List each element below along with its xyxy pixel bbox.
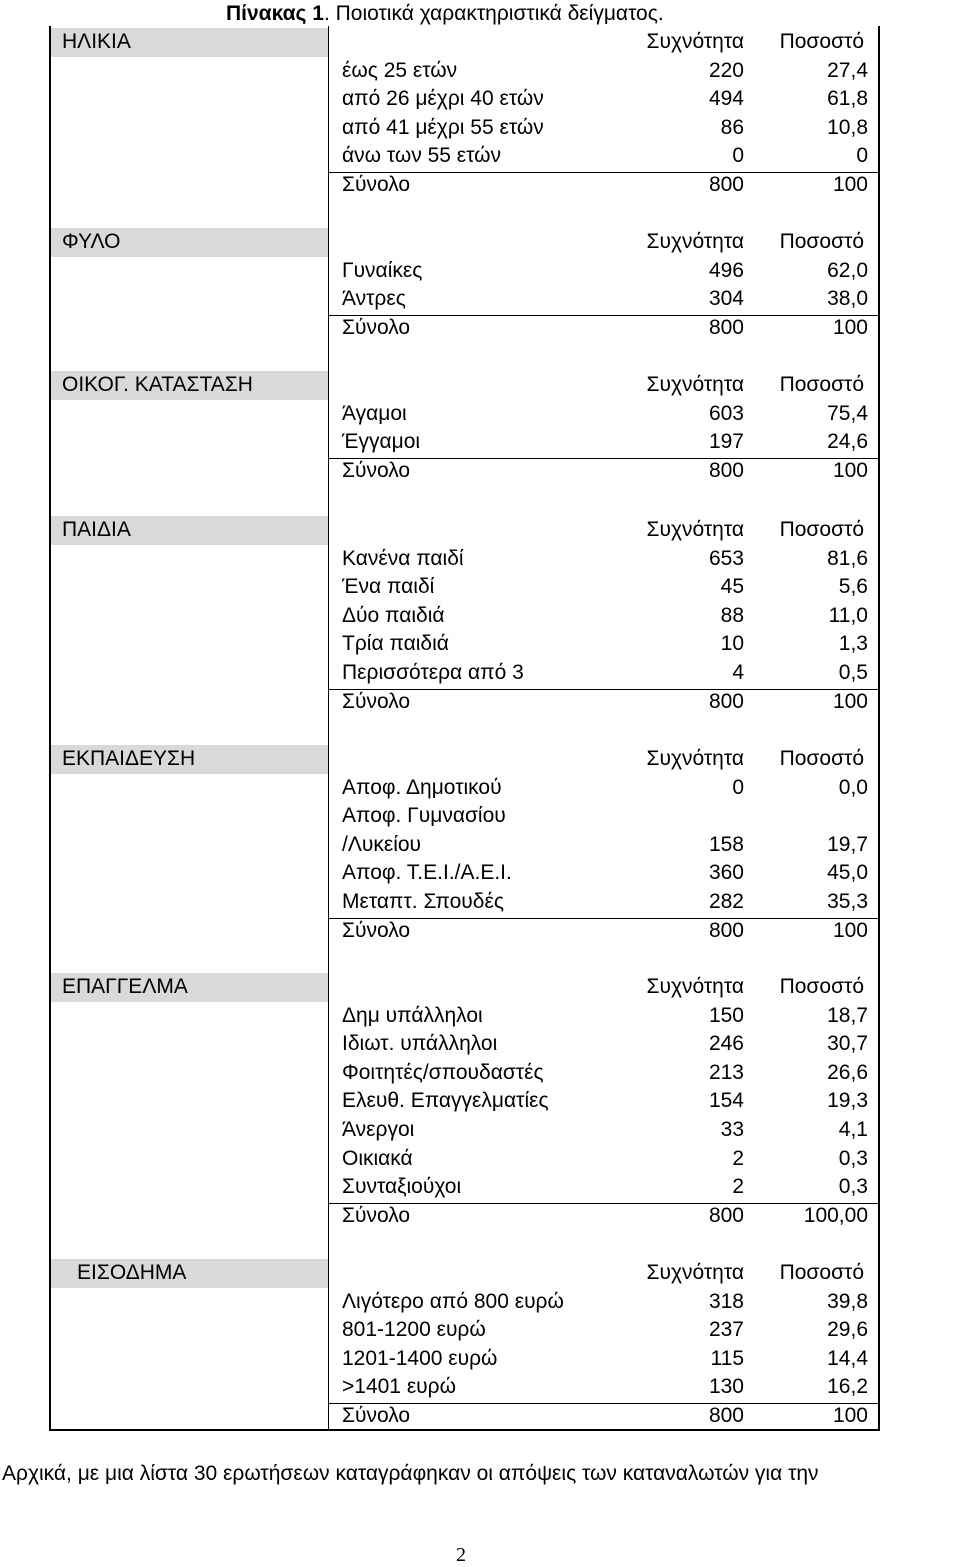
row-percentage: 62,0 (827, 258, 868, 282)
freq-column-header: Συχνότητα (646, 518, 744, 541)
pct-column-header: Ποσοστό (779, 747, 864, 770)
table-row (0, 173, 960, 201)
pct-column-header: Ποσοστό (779, 373, 864, 396)
pct-column-header: Ποσοστό (779, 30, 864, 53)
table-row (0, 1061, 960, 1089)
row-category: Περισσότερα από 3 (342, 661, 524, 684)
row-percentage: 29,6 (827, 1318, 868, 1342)
table-row (0, 402, 960, 430)
freq-column-header: Συχνότητα (646, 747, 744, 770)
row-category: από 26 μέχρι 40 ετών (342, 87, 544, 111)
row-category: Σύνολο (342, 1203, 411, 1227)
table-row (0, 661, 960, 689)
table-row (0, 890, 960, 918)
row-frequency: 2 (732, 1175, 744, 1199)
row-category: 801-1200 ευρώ (342, 1318, 486, 1342)
row-frequency: 130 (708, 1375, 744, 1399)
row-category: Κανένα παιδί (342, 546, 464, 570)
row-frequency: 86 (720, 115, 744, 139)
table-row (0, 1004, 960, 1032)
table-row (0, 116, 960, 144)
row-percentage: 14,4 (827, 1346, 868, 1370)
row-frequency: 496 (708, 258, 744, 282)
row-percentage: 100 (832, 1404, 868, 1427)
total-separator-rule (329, 172, 880, 173)
row-category: άνω των 55 ετών (342, 144, 502, 168)
table-row (0, 919, 960, 947)
row-category: Αποφ. Τ.Ε.Ι./Α.Ε.Ι. (342, 861, 512, 885)
row-percentage: 39,8 (827, 1289, 868, 1313)
row-frequency: 246 (708, 1032, 744, 1056)
row-category: Άνεργοι (342, 1118, 415, 1141)
column-header-row (0, 518, 960, 546)
table-row (0, 59, 960, 87)
column-header-row (0, 373, 960, 401)
row-frequency: 115 (710, 1346, 744, 1370)
section-title: ΦΥΛΟ (62, 230, 121, 253)
pct-column-header: Ποσοστό (779, 1261, 864, 1284)
table-row (0, 316, 960, 344)
row-frequency: 318 (708, 1289, 744, 1313)
section-title: ΟΙΚΟΓ. ΚΑΤΑΣΤΑΣΗ (62, 373, 253, 396)
table-row (0, 690, 960, 718)
section-title: ΕΠΑΓΓΕΛΜΑ (62, 975, 188, 998)
pct-column-header: Ποσοστό (779, 518, 864, 541)
table-caption (226, 2, 664, 26)
row-category: Οικιακά (342, 1146, 413, 1170)
total-separator-rule (329, 1203, 880, 1204)
row-category: Σύνολο (342, 315, 411, 339)
row-frequency: 0 (732, 144, 744, 168)
table-row (0, 1147, 960, 1175)
total-separator-rule (329, 918, 880, 919)
row-percentage: 0,5 (838, 661, 868, 684)
row-frequency: 800 (708, 315, 744, 339)
table-row (0, 459, 960, 487)
row-category: Συνταξιούχοι (342, 1175, 462, 1199)
page-number: 2 (456, 1544, 466, 1566)
table-row (0, 1175, 960, 1203)
row-frequency: 603 (708, 401, 744, 425)
row-percentage: 19,3 (827, 1089, 868, 1113)
row-category: Τρία παιδιά (342, 632, 449, 656)
row-percentage: 100 (832, 173, 868, 196)
table-row (0, 1404, 960, 1432)
section-title: ΠΑΙΔΙΑ (62, 518, 131, 541)
row-frequency: 154 (708, 1089, 744, 1113)
table-caption-text: . Ποιοτικά χαρακτηριστικά δείγματος. (323, 2, 664, 25)
total-separator-rule (329, 689, 880, 690)
row-category: Ελευθ. Επαγγελματίες (342, 1089, 549, 1113)
row-percentage: 38,0 (827, 287, 868, 311)
table-row (0, 1375, 960, 1403)
row-frequency: 800 (708, 1203, 744, 1227)
body-text: Αρχικά, με μια λίστα 30 ερωτήσεων καταγράφηκαν οι απόψεις των καταναλωτών για την (2, 1462, 819, 1485)
row-percentage: 27,4 (827, 58, 868, 82)
row-category: Δημ υπάλληλοι (342, 1003, 483, 1027)
freq-column-header: Συχνότητα (646, 230, 744, 253)
column-header-row (0, 30, 960, 58)
row-category: Γυναίκες (342, 258, 423, 282)
row-category: 1201-1400 ευρώ (342, 1346, 498, 1370)
row-frequency: 0 (732, 775, 744, 799)
table-row (0, 1290, 960, 1318)
table-row (0, 547, 960, 575)
row-frequency: 494 (708, 87, 744, 111)
freq-column-header: Συχνότητα (646, 975, 744, 998)
row-category: Σύνολο (342, 173, 411, 196)
pct-column-header: Ποσοστό (779, 975, 864, 998)
row-percentage: 35,3 (827, 890, 868, 913)
row-percentage: 26,6 (827, 1060, 868, 1084)
table-row (0, 1118, 960, 1146)
row-percentage: 16,2 (827, 1375, 868, 1399)
table-row (0, 1204, 960, 1232)
table-caption-label: Πίνακας 1 (226, 2, 324, 25)
row-frequency: 88 (720, 603, 744, 627)
row-frequency: 800 (708, 689, 744, 713)
row-percentage: 11,0 (828, 603, 868, 627)
row-frequency: 213 (708, 1060, 744, 1084)
row-frequency: 150 (708, 1003, 744, 1027)
row-percentage: 4,1 (838, 1118, 868, 1141)
row-frequency: 304 (708, 287, 744, 311)
section-title: ΕΙΣΟΔΗΜΑ (77, 1261, 187, 1284)
column-header-row (0, 747, 960, 775)
row-percentage: 100 (832, 315, 868, 339)
column-header-row (0, 975, 960, 1003)
column-header-row (0, 1261, 960, 1289)
row-frequency: 360 (708, 861, 744, 885)
table-row (0, 776, 960, 804)
row-percentage: 0 (856, 144, 868, 168)
row-frequency: 800 (708, 918, 744, 942)
row-frequency: 158 (708, 832, 744, 856)
row-frequency: 45 (720, 575, 744, 599)
table-row (0, 144, 960, 172)
total-separator-rule (329, 458, 880, 459)
row-percentage: 0,3 (838, 1175, 868, 1199)
row-frequency: 33 (720, 1118, 744, 1141)
table-row (0, 833, 960, 861)
table-row (0, 1347, 960, 1375)
row-category: Σύνολο (342, 458, 411, 482)
row-percentage: 0,3 (838, 1146, 868, 1170)
row-category: έως 25 ετών (342, 58, 458, 82)
row-percentage: 10,8 (827, 115, 868, 139)
row-frequency: 237 (708, 1318, 744, 1342)
row-frequency: 10 (720, 632, 744, 656)
row-percentage: 81,6 (827, 546, 868, 570)
freq-column-header: Συχνότητα (646, 30, 744, 53)
row-category: Ιδιωτ. υπάλληλοι (342, 1032, 498, 1056)
row-percentage: 19,7 (827, 832, 868, 856)
row-category: Άγαμοι (342, 401, 407, 425)
table-row (0, 1318, 960, 1346)
row-frequency: 2 (732, 1146, 744, 1170)
row-category: Αποφ. Γυμνασίου (342, 804, 506, 828)
table-row (0, 287, 960, 315)
table-row (0, 575, 960, 603)
row-category: /Λυκείου (342, 832, 422, 856)
row-frequency: 653 (708, 546, 744, 570)
row-frequency: 220 (708, 58, 744, 82)
row-category: Σύνολο (342, 689, 411, 713)
row-category: Μεταπτ. Σπουδές (342, 890, 504, 913)
section-title: ΕΚΠΑΙΔΕΥΣΗ (62, 747, 196, 770)
freq-column-header: Συχνότητα (646, 373, 744, 396)
total-separator-rule (329, 315, 880, 316)
row-percentage: 100 (832, 458, 868, 482)
table-row (0, 604, 960, 632)
row-frequency: 4 (732, 661, 744, 684)
total-separator-rule (329, 1403, 880, 1404)
row-percentage: 100 (832, 918, 868, 942)
row-category: Δύο παιδιά (342, 603, 445, 627)
table-row (0, 430, 960, 458)
row-category: Φοιτητές/σπουδαστές (342, 1060, 544, 1084)
row-category: από 41 μέχρι 55 ετών (342, 115, 544, 139)
freq-column-header: Συχνότητα (646, 1261, 744, 1284)
row-category: Λιγότερο από 800 ευρώ (342, 1289, 564, 1313)
table-row (0, 804, 960, 832)
row-percentage: 0,0 (838, 775, 868, 799)
row-percentage: 100,00 (803, 1203, 868, 1227)
row-category: Αποφ. Δημοτικού (342, 775, 502, 799)
row-percentage: 75,4 (827, 401, 868, 425)
table-row (0, 1032, 960, 1060)
row-category: Έγγαμοι (342, 430, 421, 454)
row-category: Σύνολο (342, 918, 411, 942)
section-title: ΗΛΙΚΙΑ (62, 30, 131, 53)
row-percentage: 45,0 (827, 861, 868, 885)
table-row (0, 259, 960, 287)
table-row (0, 632, 960, 660)
row-category: Άντρες (342, 287, 406, 311)
row-frequency: 197 (708, 430, 744, 454)
row-percentage: 100 (832, 689, 868, 713)
row-percentage: 61,8 (827, 87, 868, 111)
row-percentage: 30,7 (827, 1032, 868, 1056)
pct-column-header: Ποσοστό (779, 230, 864, 253)
table-row (0, 1089, 960, 1117)
table-row (0, 861, 960, 889)
row-category: >1401 ευρώ (342, 1375, 457, 1399)
row-category: Σύνολο (342, 1404, 411, 1427)
row-frequency: 800 (708, 173, 744, 196)
row-frequency: 282 (708, 890, 744, 913)
row-percentage: 1,3 (838, 632, 868, 656)
row-category: Ένα παιδί (342, 575, 435, 599)
row-percentage: 18,7 (827, 1003, 868, 1027)
table-row (0, 87, 960, 115)
row-frequency: 800 (708, 458, 744, 482)
column-header-row (0, 230, 960, 258)
row-frequency: 800 (708, 1404, 744, 1427)
row-percentage: 5,6 (838, 575, 868, 599)
row-percentage: 24,6 (827, 430, 868, 454)
